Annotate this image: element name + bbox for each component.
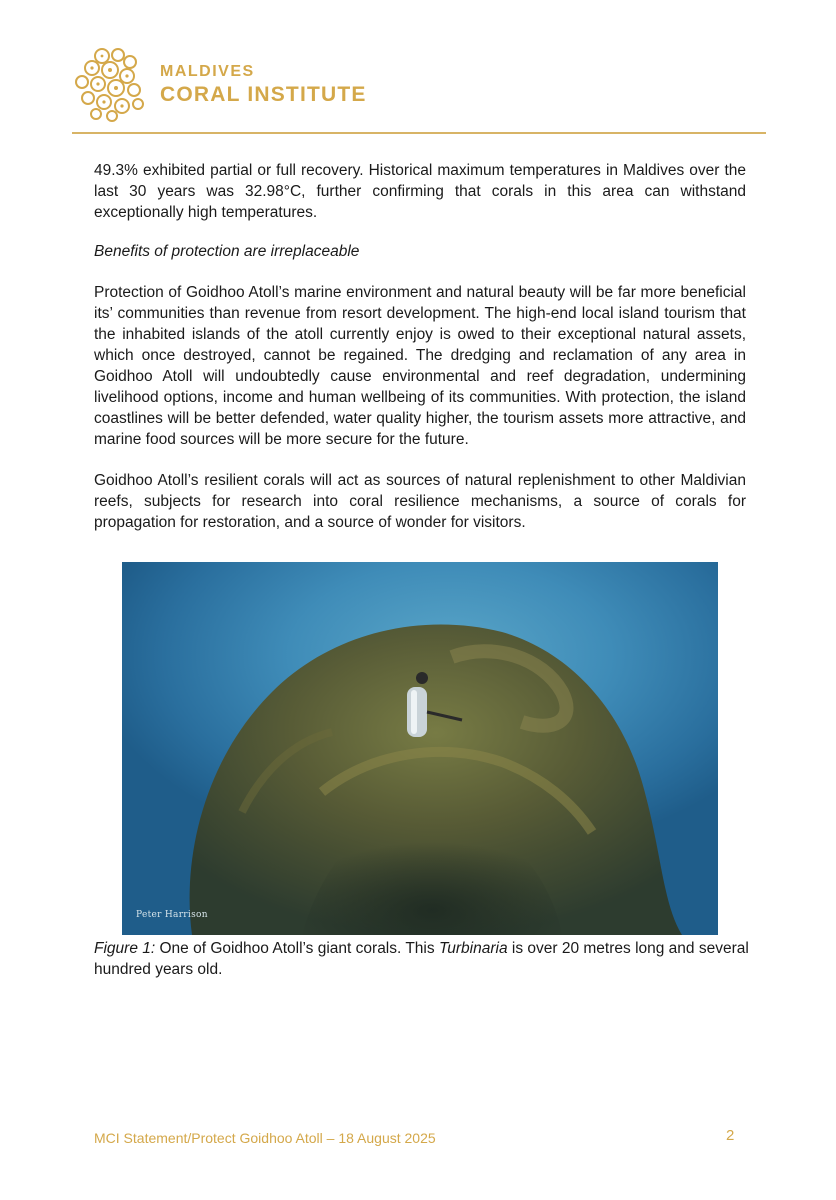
photo-credit: Peter Harrison [136,910,208,920]
caption-text-b: is over 20 metres long and several hundred years old. [94,940,749,978]
caption-species: Turbinaria [438,940,508,957]
caption-label: Figure 1: [94,940,156,957]
header-divider [72,132,766,134]
logo-line-2: CORAL INSTITUTE [160,83,367,106]
figure-caption [94,938,754,980]
logo-wordmark [160,64,367,105]
coral-logo-icon [72,46,152,124]
body-text [94,160,746,533]
paragraph-3: Goidhoo Atoll’s resilient corals will act as sources of natural replenishment to other Maldivian reefs, subjects for research into coral resilience mechanisms, a source of corals for propagation for restoration, and a source of wonder for visitors. [94,472,746,531]
paragraph-2: Protection of Goidhoo Atoll’s marine environment and natural beauty will be far more beneficial its’ communities than revenue from resort development. The high-end local island tourism that the inhabited islands of the atoll currently enjoy is owed to their exceptional natural assets, which once destroyed, cannot be regained. The dredging and reclamation of any area in Goidhoo Atoll will undoubtedly cause environmental and reef degradation, undermining livelihood options, income and human wellbeing of its communities. With protection, the island coastlines will be better defended, water quality higher, the tourism assets more attractive, and marine food sources will be more secure for the future. [94,284,746,448]
page-header [72,44,772,134]
coral-photo-illustration [122,562,718,935]
caption-text-a: One of Goidhoo Atoll’s giant corals. This [155,940,439,957]
subheading: Benefits of protection are irreplaceable [94,243,360,260]
footer-statement: MCI Statement/Protect Goidhoo Atoll – 18 August 2025 [94,1130,436,1146]
logo-line-1: MALDIVES [160,63,255,80]
page-number: 2 [726,1127,735,1144]
paragraph-1: 49.3% exhibited partial or full recovery. Historical maximum temperatures in Maldives over the last 30 years was 32.98°C, further confirming that corals in this area can withstand exceptionally high temperatures. [94,162,746,221]
coral-photo [122,562,718,935]
